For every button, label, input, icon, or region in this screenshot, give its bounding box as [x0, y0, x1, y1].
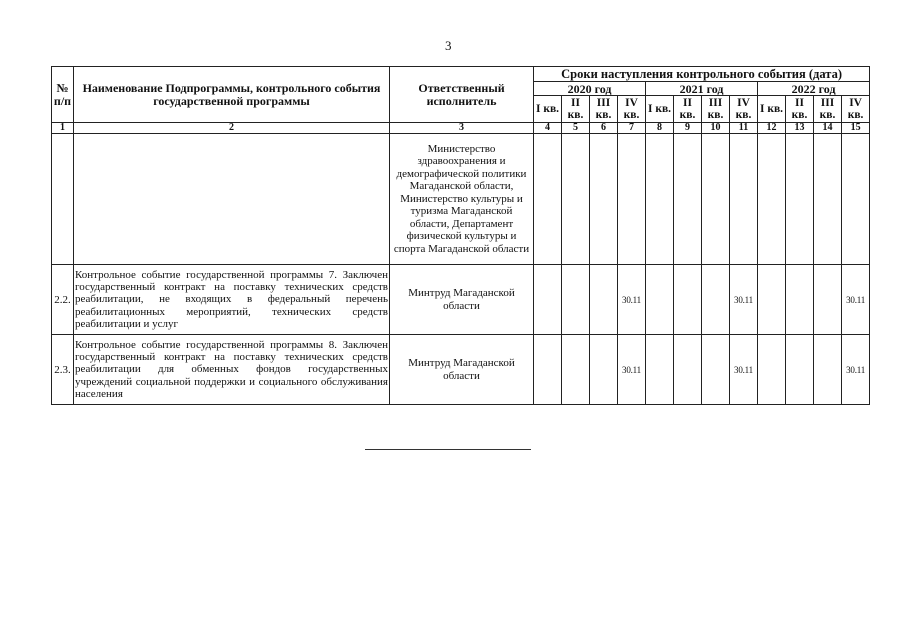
header-quarter: III кв. — [702, 96, 730, 123]
date-cell: 30.11 — [842, 335, 870, 405]
date-cell — [842, 134, 870, 265]
date-cell: 30.11 — [842, 265, 870, 335]
row-index: 2.2. — [52, 265, 74, 335]
header-quarter: II кв. — [562, 96, 590, 123]
date-cell — [702, 335, 730, 405]
column-number: 3 — [390, 123, 534, 134]
header-year: 2022 год — [758, 82, 870, 96]
date-cell — [786, 134, 814, 265]
date-cell: 30.11 — [730, 265, 758, 335]
date-cell — [758, 265, 786, 335]
header-quarter: III кв. — [814, 96, 842, 123]
column-number: 2 — [74, 123, 390, 134]
column-number: 15 — [842, 123, 870, 134]
header-quarter: IV кв. — [730, 96, 758, 123]
row-name — [74, 134, 390, 265]
table-row — [52, 265, 870, 335]
table-row — [52, 134, 870, 265]
column-number: 9 — [674, 123, 702, 134]
row-name: Контрольное событие государственной программы 7. Заключен государственный контракт на поставку технических средств реабилитации, не входящих в федеральный перечень реабилитационных мероприятий, технических средств реабилитации и услуг — [74, 265, 390, 335]
header-quarter: III кв. — [590, 96, 618, 123]
table-row — [52, 335, 870, 405]
date-cell — [758, 134, 786, 265]
column-number: 8 — [646, 123, 674, 134]
date-cell — [646, 134, 674, 265]
header-deadline: Сроки наступления контрольного события (дата) — [534, 67, 870, 82]
row-name: Контрольное событие государственной программы 8. Заключен государственный контракт на поставку технических средств реабилитации для обменных фондов государственных учреждений социальной поддержки и социального обслуживания населения — [74, 335, 390, 405]
date-cell — [674, 265, 702, 335]
date-cell — [786, 265, 814, 335]
date-cell — [702, 265, 730, 335]
header-year: 2021 год — [646, 82, 758, 96]
date-cell: 30.11 — [618, 335, 646, 405]
column-number: 12 — [758, 123, 786, 134]
date-cell — [534, 335, 562, 405]
date-cell: 30.11 — [730, 335, 758, 405]
date-cell — [814, 134, 842, 265]
header-quarter: II кв. — [674, 96, 702, 123]
date-cell — [590, 335, 618, 405]
date-cell — [534, 265, 562, 335]
control-events-table — [51, 66, 870, 405]
date-cell — [562, 134, 590, 265]
header-quarter: IV кв. — [842, 96, 870, 123]
header-name: Наименование Подпрограммы, контрольного события государственной программы — [74, 67, 390, 123]
column-number: 1 — [52, 123, 74, 134]
header-quarter: II кв. — [786, 96, 814, 123]
row-executor: Минтруд Магаданской области — [390, 265, 534, 335]
row-executor: Министерство здравоохранения и демографической политики Магаданской области, Министерство культуры и туризма Магаданской области, Департамент физической культуры и спорта Магаданской области — [390, 134, 534, 265]
date-cell — [646, 265, 674, 335]
date-cell — [590, 265, 618, 335]
date-cell — [590, 134, 618, 265]
header-quarter: I кв. — [646, 96, 674, 123]
date-cell — [562, 335, 590, 405]
date-cell — [646, 335, 674, 405]
date-cell — [534, 134, 562, 265]
column-number: 4 — [534, 123, 562, 134]
date-cell — [618, 134, 646, 265]
column-number: 14 — [814, 123, 842, 134]
header-year: 2020 год — [534, 82, 646, 96]
header-executor: Ответственный исполнитель — [390, 67, 534, 123]
date-cell — [674, 134, 702, 265]
header-quarter: IV кв. — [618, 96, 646, 123]
date-cell — [814, 335, 842, 405]
date-cell — [730, 134, 758, 265]
row-executor: Минтруд Магаданской области — [390, 335, 534, 405]
row-index — [52, 134, 74, 265]
row-index: 2.3. — [52, 335, 74, 405]
date-cell — [702, 134, 730, 265]
column-number: 7 — [618, 123, 646, 134]
date-cell — [814, 265, 842, 335]
column-number: 13 — [786, 123, 814, 134]
date-cell — [758, 335, 786, 405]
column-numbers-row — [52, 123, 870, 134]
column-number: 11 — [730, 123, 758, 134]
footer-divider — [365, 449, 531, 450]
header-quarter: I кв. — [534, 96, 562, 123]
date-cell — [562, 265, 590, 335]
date-cell — [674, 335, 702, 405]
date-cell — [786, 335, 814, 405]
column-number: 10 — [702, 123, 730, 134]
header-quarter: I кв. — [758, 96, 786, 123]
column-number: 5 — [562, 123, 590, 134]
page-number: 3 — [445, 38, 452, 53]
date-cell: 30.11 — [618, 265, 646, 335]
header-num: № п/п — [52, 67, 74, 123]
column-number: 6 — [590, 123, 618, 134]
